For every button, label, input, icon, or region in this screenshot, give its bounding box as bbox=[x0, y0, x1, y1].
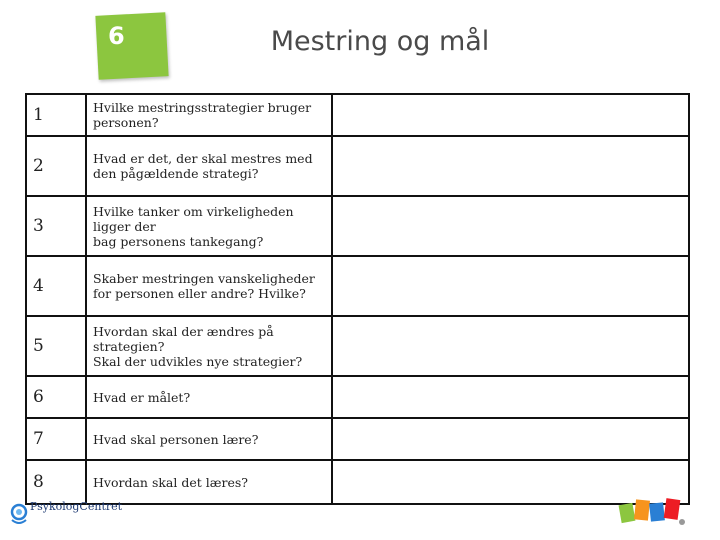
row-number: 3 bbox=[26, 196, 86, 256]
question-text: Hvad skal personen lære? bbox=[86, 418, 332, 460]
answer-cell[interactable] bbox=[332, 136, 689, 196]
table-row bbox=[26, 418, 689, 460]
footer-logo-text: PsykologCentret bbox=[30, 500, 123, 513]
answer-cell[interactable] bbox=[332, 256, 689, 316]
slide-number: 6 bbox=[108, 22, 125, 50]
answer-cell[interactable] bbox=[332, 196, 689, 256]
question-line: Skal der udvikles nye strategier? bbox=[93, 353, 303, 369]
row-number: 7 bbox=[26, 418, 86, 460]
table-row bbox=[26, 256, 689, 316]
row-number: 4 bbox=[26, 256, 86, 316]
row-number: 5 bbox=[26, 316, 86, 376]
table-row bbox=[26, 136, 689, 196]
question-line: bag personens tankegang? bbox=[93, 233, 264, 249]
page-title: Mestring og mål bbox=[270, 26, 490, 57]
row-number: 1 bbox=[26, 94, 86, 136]
question-text: Hvad er målet? bbox=[86, 376, 332, 418]
question-line: Hvordan skal der ændres på strategien? bbox=[93, 323, 274, 354]
table-row bbox=[26, 196, 689, 256]
question-text: Hvordan skal det læres? bbox=[86, 460, 332, 504]
row-number: 8 bbox=[26, 460, 86, 504]
question-table bbox=[25, 93, 690, 505]
row-number: 2 bbox=[26, 136, 86, 196]
table-row bbox=[26, 94, 689, 136]
table-row bbox=[26, 376, 689, 418]
table-row bbox=[26, 316, 689, 376]
answer-cell[interactable] bbox=[332, 94, 689, 136]
question-text: Hvad er det, der skal mestres med den pågældende strategi? bbox=[86, 136, 332, 196]
question-text: Skaber mestringen vanskeligheder for personen eller andre? Hvilke? bbox=[86, 256, 332, 316]
slide-number-badge bbox=[95, 12, 168, 80]
answer-cell[interactable] bbox=[332, 376, 689, 418]
kids-logo-icon bbox=[618, 494, 688, 528]
question-text bbox=[86, 316, 332, 376]
question-text: Hvilke mestringsstrategier bruger personen? bbox=[86, 94, 332, 136]
question-text bbox=[86, 196, 332, 256]
answer-cell[interactable] bbox=[332, 316, 689, 376]
row-number: 6 bbox=[26, 376, 86, 418]
answer-cell[interactable] bbox=[332, 418, 689, 460]
question-line: Hvilke tanker om virkeligheden ligger der bbox=[93, 203, 294, 234]
